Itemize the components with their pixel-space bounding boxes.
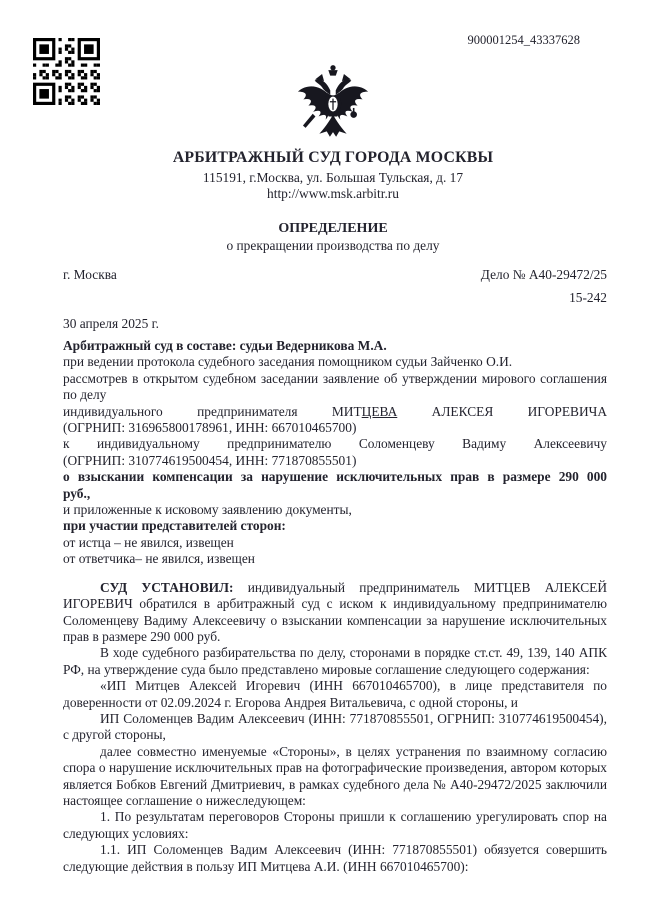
paragraph (63, 744, 607, 810)
text-run: рассмотрев в открытом судебном заседании заявление об утверждении мирового соглашения по делу (63, 370, 607, 403)
text-run: 1.1. ИП Соломенцев Вадим Алексеевич (ИНН: 771870855501) обязуется совершить следующие действия в пользу ИП Митцева А.И. (ИНН 667010465700): (63, 842, 607, 874)
text-run: индивидуального предпринимателя МИТ (63, 403, 362, 419)
paragraph (63, 678, 607, 711)
paragraph (63, 453, 607, 469)
paragraph (63, 338, 607, 354)
text-run: к индивидуальному предпринимателю Соломенцеву Вадиму Алексеевичу (63, 436, 607, 452)
document-subtitle: о прекращении производства по делу (226, 237, 440, 253)
text-run: и приложенные к исковому заявлению документы, (63, 502, 352, 518)
paragraph (63, 518, 607, 534)
case-city: г. Москва (63, 267, 117, 282)
paragraph (63, 371, 607, 404)
text-run: о взыскании компенсации за нарушение исключительных прав в размере 290 000 (63, 469, 607, 485)
court-name: АРБИТРАЖНЫЙ СУД ГОРОДА МОСКВЫ (172, 149, 494, 166)
text-run: при ведении протокола судебного заседания помощником судьи Зайченко О.И. (63, 354, 513, 370)
coat-of-arms-icon (294, 62, 372, 150)
paragraph (63, 486, 607, 502)
document-id: 900001254_43337628 (467, 33, 580, 47)
text-run: при участии представителей сторон: (63, 518, 286, 534)
text-run: АЛЕКСЕЯ ИГОРЕВИЧА (397, 403, 607, 419)
paragraph (63, 436, 607, 452)
text-run: Арбитражный суд в составе: судьи Ведерникова М.А. (63, 338, 387, 353)
text-run: 1. По результатам переговоров Стороны пришли к соглашению урегулировать спор на следующих условиях: (63, 809, 607, 841)
paragraph (63, 502, 607, 518)
text-run: «ИП Митцев Алексей Игоревич (ИНН 667010465700), в лице представителя по доверенности от 02.09.2024 г. Егорова Андрея Витальевича, с одной стороны, и (63, 678, 607, 710)
text-run: индивидуальный предприниматель МИТЦЕВ АЛЕКСЕЙ ИГОРЕВИЧ обратился в арбитражный суд с иском к индивидуальному предпринимателю Соломенцеву Вадиму Алексеевичу о взыскании компенсации за нарушение исключительных прав в размере 290 000 руб. (63, 579, 608, 644)
paragraph (63, 354, 607, 370)
court-address: 115191, г.Москва, ул. Большая Тульская, д. 17 (202, 169, 464, 185)
paragraph (63, 404, 607, 420)
text-run: далее совместно именуемые «Стороны», в целях устранения по взаимному согласию спора о нарушение исключительных прав на фотографические произведения, автором которых является Бобков Евгений Дмитриевич, в рамках судебного дела № А40-29472/2025 заключили настоящее соглашение о нижеследующем: (63, 743, 607, 808)
court-header (0, 150, 666, 203)
document-title-block (0, 221, 666, 254)
case-date: 30 апреля 2025 г. (63, 316, 159, 331)
paragraph (63, 469, 607, 485)
paragraph (63, 711, 607, 744)
paragraph (63, 535, 607, 551)
court-url: http://www.msk.arbitr.ru (267, 186, 399, 201)
document-body (63, 338, 607, 875)
case-info (63, 267, 607, 332)
text-run: ИП Соломенцев Вадим Алексеевич (ИНН: 771870855501, ОГРНИП: 310774619500454), с другой стороны, (63, 710, 607, 743)
paragraph (63, 842, 607, 875)
text-run: ЦЕВА (361, 403, 398, 419)
text-run: СУД УСТАНОВИЛ: (100, 579, 248, 595)
text-run: В ходе судебного разбирательства по делу, сторонами в порядке ст.ст. 49, 139, 140 АПК РФ, на утверждение суда было представлено мировые соглашение следующего содержания: (63, 645, 607, 677)
paragraph (63, 645, 607, 678)
case-number: Дело № А40-29472/25 (480, 267, 607, 282)
case-code: 15-242 (569, 290, 607, 305)
text-run: (ОГРНИП: 310774619500454, ИНН: 771870855501) (63, 452, 357, 468)
document-title: ОПРЕДЕЛЕНИЕ (278, 221, 388, 236)
text-run: от ответчика– не явился, извещен (63, 551, 255, 567)
paragraph (63, 809, 607, 842)
qr-code-icon (33, 38, 100, 105)
text-run: руб., (63, 485, 91, 501)
text-run: от истца – не явился, извещен (63, 534, 234, 550)
paragraph (63, 580, 607, 646)
paragraph (63, 551, 607, 567)
text-run: (ОГРНИП: 316965800178961, ИНН: 667010465700) (63, 420, 357, 436)
paragraph (63, 420, 607, 436)
